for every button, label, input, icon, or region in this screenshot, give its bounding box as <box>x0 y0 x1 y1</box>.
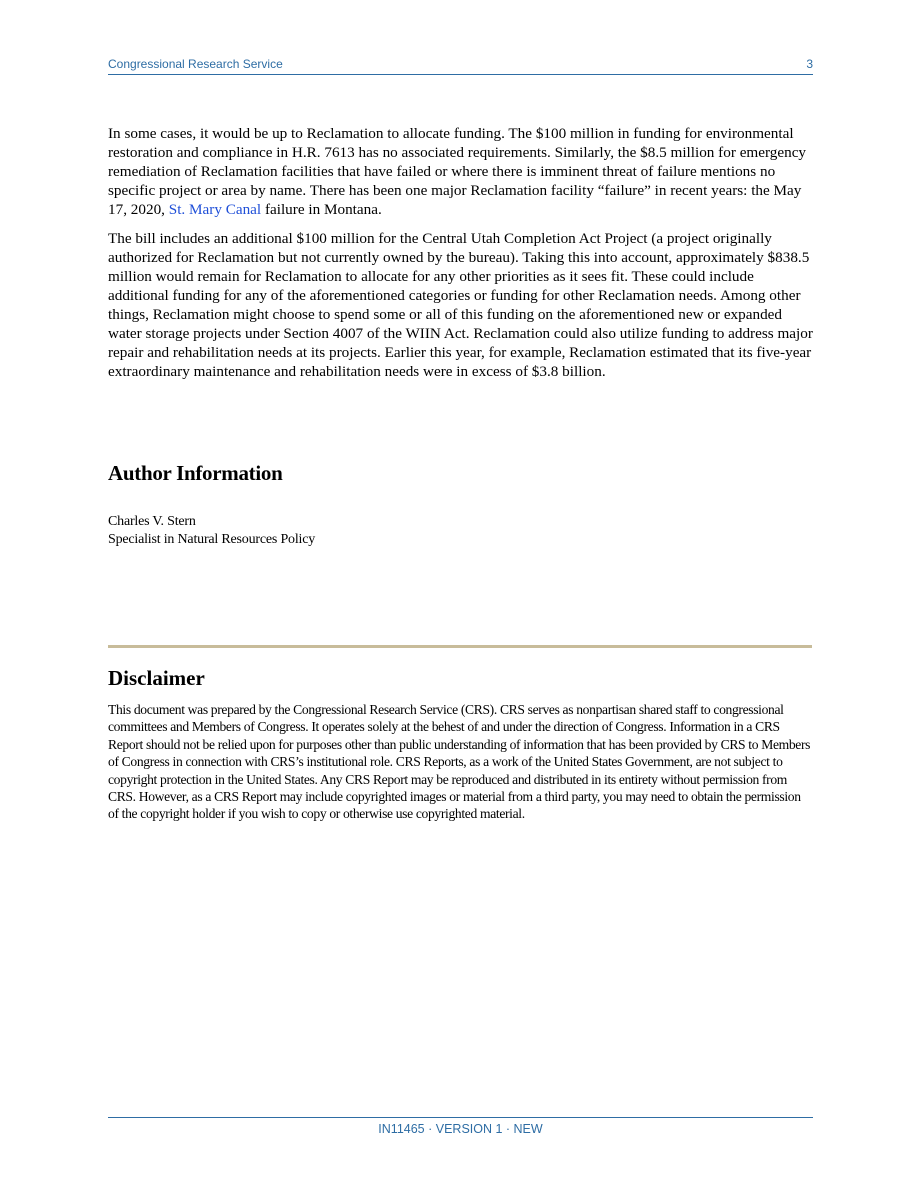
paragraph-1-text-after: failure in Montana. <box>261 201 382 218</box>
body-text <box>108 124 813 391</box>
paragraph-1-text-before: In some cases, it would be up to Reclamation to allocate funding. The $100 million in funding for environmental restoration and compliance in H.R. 7613 has no associated requirements. Similarly, the $8.5 million for emergency remediation of Reclamation facilities that have failed or where there is imminent threat of failure mentions no specific project or area by name. There has been one major Reclamation facility “failure” in recent years: the May 17, 2020, <box>108 125 807 218</box>
author-name: Charles V. Stern <box>108 514 196 529</box>
author-title: Specialist in Natural Resources Policy <box>108 532 316 547</box>
st-mary-canal-link[interactable]: St. Mary Canal <box>168 201 262 218</box>
page-footer: IN11465 · VERSION 1 · NEW <box>108 1117 813 1136</box>
page-header <box>108 57 813 75</box>
section-divider <box>108 645 812 648</box>
disclaimer-heading: Disclaimer <box>108 666 205 690</box>
author-block <box>108 513 315 549</box>
disclaimer-text: This document was prepared by the Congressional Research Service (CRS). CRS serves as nonpartisan shared staff to congressional committees and Members of Congress. It operates solely at the behest of and under the direction of Congress. Information in a CRS Report should not be relied upon for purposes other than public understanding of information that has been provided by CRS to Members of Congress in connection with CRS’s institutional role. CRS Reports, as a work of the United States Government, are not subject to copyright protection in the United States. Any CRS Report may be reproduced and distributed in its entirety without permission from CRS. However, as a CRS Report may include copyrighted images or material from a third party, you may need to obtain the permission of the copyright holder if you wish to copy or otherwise use copyrighted material. <box>108 702 811 822</box>
paragraph-1 <box>108 124 813 219</box>
header-page-number: 3 <box>806 57 813 71</box>
paragraph-2: The bill includes an additional $100 million for the Central Utah Completion Act Project (a project originally authorized for Reclamation but not currently owned by the bureau). Taking this into account, approximately $838.5 million would remain for Reclamation to allocate for any other priorities as it sees fit. These could include additional funding for any of the aforementioned categories or funding for other Reclamation needs. Among other things, Reclamation might choose to spend some or all of this funding on the aforementioned new or expanded water storage projects under Section 4007 of the WIIN Act. Reclamation could also utilize funding to address major repair and rehabilitation needs at its projects. Earlier this year, for example, Reclamation estimated that its five-year extraordinary maintenance and rehabilitation needs were in excess of $3.8 billion. <box>108 230 813 380</box>
header-org-name: Congressional Research Service <box>108 57 283 71</box>
author-information-heading: Author Information <box>108 461 283 485</box>
